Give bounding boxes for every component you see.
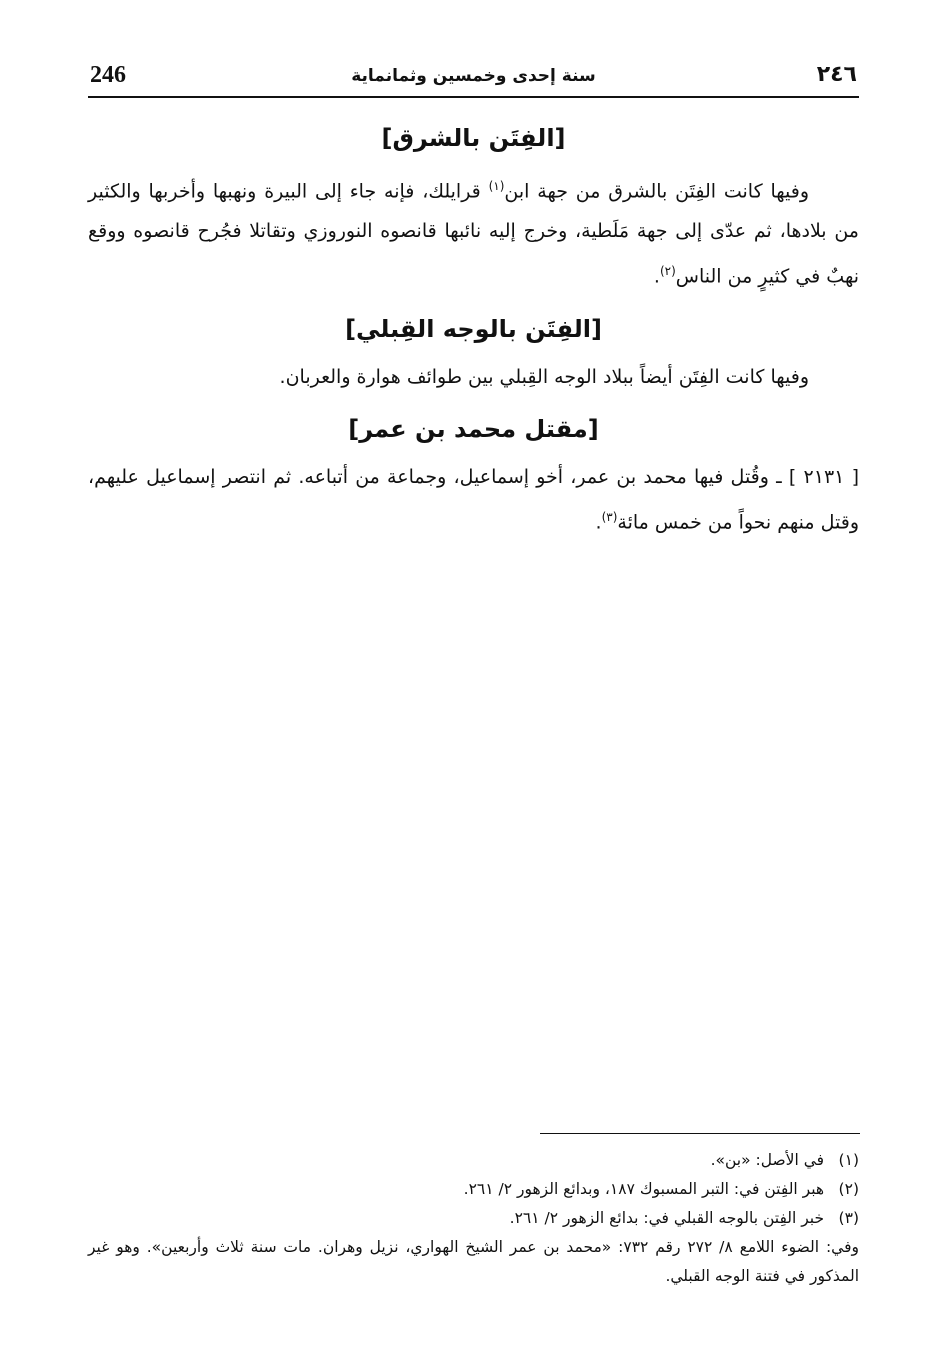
footnotes (88, 1146, 859, 1291)
page-header (88, 62, 859, 98)
section-paragraph (88, 457, 859, 542)
page-number-latin: 246 (90, 62, 126, 88)
footnote-continuation: وفي: الضوء اللامع ٨/ ٢٧٢ رقم ٧٣٢: «محمد بن عمر الشيخ الهواري، نزيل وهران. مات سنة ثلاث وأربعين». وهو غير المذكور في فتنة الوجه القبلي. (88, 1238, 859, 1285)
section-heading: [مقتل محمد بن عمر] (348, 414, 599, 443)
section-heading: [الفِتَن بالوجه القِبلي] (345, 314, 602, 343)
section-paragraph: وفيها كانت الفِتَن أيضاً ببلاد الوجه القِبلي بين طوائف هوارة والعربان. (279, 365, 809, 388)
footnote-text: في الأصل: «بن». (710, 1151, 825, 1169)
footnote-ref: (٢) (659, 264, 676, 279)
footnote (88, 1204, 859, 1233)
paragraph-end: . (595, 510, 602, 533)
section-paragraph (88, 166, 859, 297)
footnote (88, 1146, 859, 1175)
paragraph-end: . (653, 265, 660, 288)
paragraph-text: [ ٢١٣١ ] ـ وقُتل فيها محمد بن عمر، أخو إسماعيل، وجماعة من أتباعه. ثم انتصر إسماعيل عليهم، وقتل منهم نحواً من خمس مائة (88, 465, 859, 533)
section-heading: [الفِتَن بالشرق] (381, 124, 566, 152)
footnote-text: هبر الفِتن في: التبر المسبوك ١٨٧، وبدائع الزهور ٢/ ٢٦١. (463, 1180, 825, 1198)
main-text (88, 112, 859, 542)
footnote-ref: (٣) (601, 509, 618, 524)
footnote-number: (٢) (838, 1180, 859, 1198)
footnote-number: (١) (838, 1151, 859, 1169)
page-number-arabic: ٢٤٦ (816, 62, 857, 87)
footnote-number: (٣) (838, 1209, 859, 1227)
footnote-separator (540, 1133, 860, 1134)
paragraph-text: قرايلك، فإنه جاء إلى البيرة ونهبها وأخربها والكثير من بلادها، ثم عدّى إلى جهة مَلَطية، وخرج إليه نائبها قانصوه النوروزي وتقاتلا فجُرح قانصوه ووقع نهبٌ في كثيرٍ من الناس (88, 180, 859, 288)
running-title: سنة إحدى وخمسين وثمانماية (351, 66, 596, 86)
paragraph-text: وفيها كانت الفِتَن بالشرق من جهة ابن (504, 180, 809, 203)
footnote-ref: (١) (488, 179, 505, 193)
footnote-text: خبر الفِتن بالوجه القبلي في: بدائع الزهور ٢/ ٢٦١. (509, 1209, 825, 1227)
footnote (88, 1175, 859, 1204)
